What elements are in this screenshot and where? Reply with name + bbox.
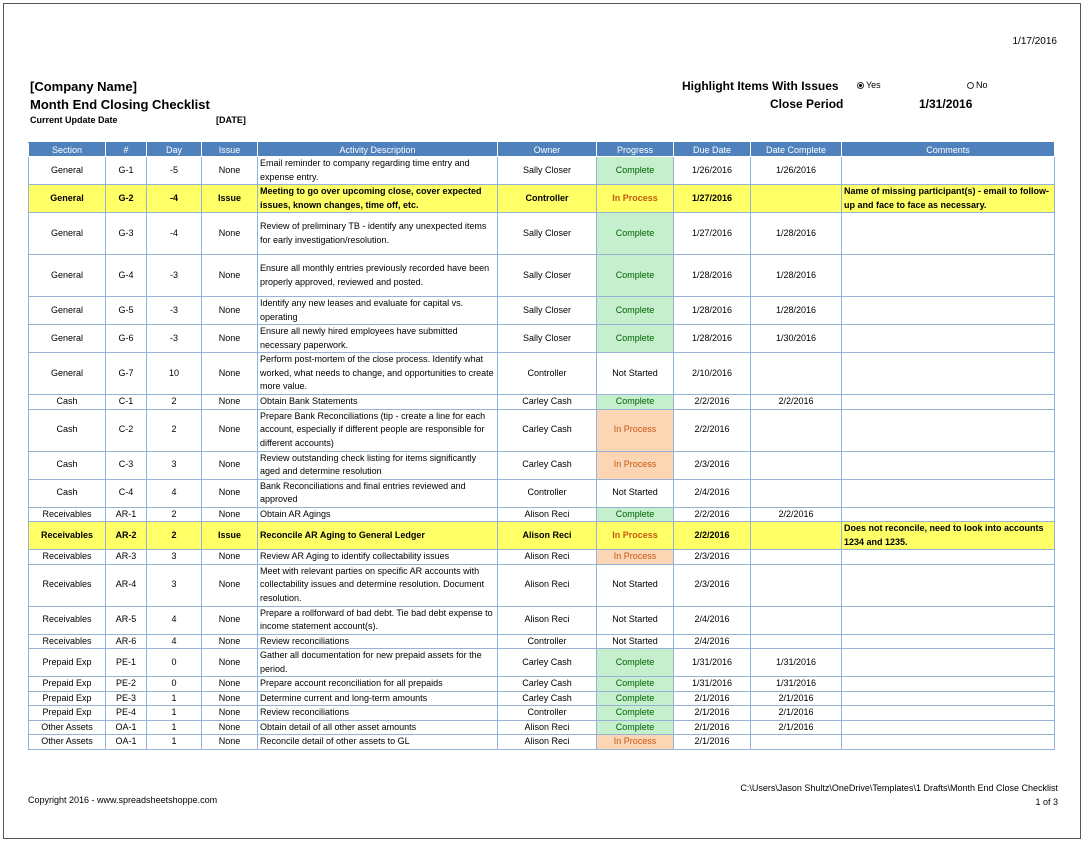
cell-desc[interactable]: Review reconciliations: [258, 706, 498, 721]
table-row[interactable]: [29, 297, 1055, 325]
column-header[interactable]: Owner: [498, 143, 597, 157]
cell-num[interactable]: AR-6: [106, 634, 147, 649]
cell-comments[interactable]: [842, 157, 1055, 185]
cell-owner[interactable]: Controller: [498, 706, 597, 721]
cell-day[interactable]: 3: [147, 550, 202, 565]
cell-section[interactable]: Cash: [29, 451, 106, 479]
column-header[interactable]: Activity Description: [258, 143, 498, 157]
cell-owner[interactable]: Controller: [498, 634, 597, 649]
cell-section[interactable]: Receivables: [29, 522, 106, 550]
cell-owner[interactable]: Sally Closer: [498, 213, 597, 255]
cell-desc[interactable]: Review outstanding check listing for items significantly aged and determine resolution: [258, 451, 498, 479]
cell-comments[interactable]: [842, 297, 1055, 325]
cell-comments[interactable]: [842, 649, 1055, 677]
table-row[interactable]: [29, 395, 1055, 410]
table-row[interactable]: [29, 564, 1055, 606]
cell-num[interactable]: AR-2: [106, 522, 147, 550]
column-header[interactable]: Progress: [597, 143, 674, 157]
cell-due[interactable]: 1/28/2016: [674, 255, 751, 297]
current-update-value[interactable]: [DATE]: [216, 115, 246, 125]
table-row[interactable]: [29, 479, 1055, 507]
cell-progress[interactable]: Not Started: [597, 606, 674, 634]
cell-desc[interactable]: Perform post-mortem of the close process. Identify what worked, what needs to change, and opportunities to create more value.: [258, 353, 498, 395]
cell-num[interactable]: PE-1: [106, 649, 147, 677]
cell-progress[interactable]: Complete: [597, 255, 674, 297]
table-row[interactable]: [29, 255, 1055, 297]
cell-desc[interactable]: Obtain Bank Statements: [258, 395, 498, 410]
cell-owner[interactable]: Sally Closer: [498, 297, 597, 325]
table-row[interactable]: [29, 451, 1055, 479]
cell-comments[interactable]: [842, 409, 1055, 451]
cell-done[interactable]: 1/31/2016: [751, 649, 842, 677]
table-row[interactable]: [29, 735, 1055, 750]
cell-section[interactable]: Receivables: [29, 507, 106, 522]
cell-progress[interactable]: Complete: [597, 213, 674, 255]
radio-unselected-icon: [967, 82, 974, 89]
cell-day[interactable]: 2: [147, 522, 202, 550]
cell-owner[interactable]: Alison Reci: [498, 564, 597, 606]
cell-section[interactable]: Cash: [29, 409, 106, 451]
cell-owner[interactable]: Carley Cash: [498, 691, 597, 706]
cell-done[interactable]: 1/30/2016: [751, 325, 842, 353]
cell-desc[interactable]: Prepare a rollforward of bad debt. Tie bad debt expense to income statement account(s).: [258, 606, 498, 634]
cell-done[interactable]: [751, 550, 842, 565]
cell-due[interactable]: 2/1/2016: [674, 735, 751, 750]
cell-comments[interactable]: [842, 564, 1055, 606]
cell-day[interactable]: -4: [147, 213, 202, 255]
column-header[interactable]: #: [106, 143, 147, 157]
cell-section[interactable]: General: [29, 325, 106, 353]
cell-due[interactable]: 1/27/2016: [674, 213, 751, 255]
cell-day[interactable]: 4: [147, 634, 202, 649]
table-row[interactable]: [29, 522, 1055, 550]
table-row[interactable]: [29, 677, 1055, 692]
cell-issue[interactable]: None: [202, 606, 258, 634]
cell-progress[interactable]: In Process: [597, 185, 674, 213]
cell-done[interactable]: [751, 564, 842, 606]
column-header[interactable]: Due Date: [674, 143, 751, 157]
cell-due[interactable]: 2/10/2016: [674, 353, 751, 395]
cell-done[interactable]: [751, 522, 842, 550]
page-number: 1 of 3: [1035, 797, 1058, 807]
copyright-footer: Copyright 2016 - www.spreadsheetshoppe.com: [28, 795, 218, 805]
cell-progress[interactable]: In Process: [597, 451, 674, 479]
cell-done[interactable]: 1/28/2016: [751, 213, 842, 255]
table-row[interactable]: [29, 691, 1055, 706]
cell-progress[interactable]: Not Started: [597, 479, 674, 507]
cell-issue[interactable]: None: [202, 720, 258, 735]
column-header[interactable]: Date Complete: [751, 143, 842, 157]
cell-num[interactable]: AR-3: [106, 550, 147, 565]
cell-issue[interactable]: None: [202, 507, 258, 522]
current-update-label: Current Update Date: [30, 115, 118, 125]
cell-owner[interactable]: Alison Reci: [498, 522, 597, 550]
cell-num[interactable]: AR-1: [106, 507, 147, 522]
cell-progress[interactable]: Complete: [597, 157, 674, 185]
cell-issue[interactable]: None: [202, 255, 258, 297]
checklist-table: [28, 142, 1055, 750]
cell-progress[interactable]: Complete: [597, 706, 674, 721]
document-title: Month End Closing Checklist: [30, 97, 210, 112]
cell-num[interactable]: C-4: [106, 479, 147, 507]
cell-desc[interactable]: Review reconciliations: [258, 634, 498, 649]
cell-section[interactable]: Cash: [29, 395, 106, 410]
cell-done[interactable]: [751, 735, 842, 750]
cell-done[interactable]: 1/31/2016: [751, 677, 842, 692]
cell-desc[interactable]: Determine current and long-term amounts: [258, 691, 498, 706]
table-header-row: [29, 143, 1055, 157]
cell-day[interactable]: 1: [147, 720, 202, 735]
cell-issue[interactable]: None: [202, 479, 258, 507]
cell-desc[interactable]: Identify any new leases and evaluate for capital vs. operating: [258, 297, 498, 325]
cell-issue[interactable]: None: [202, 213, 258, 255]
cell-done[interactable]: [751, 634, 842, 649]
cell-issue[interactable]: None: [202, 649, 258, 677]
cell-desc[interactable]: Gather all documentation for new prepaid assets for the period.: [258, 649, 498, 677]
cell-section[interactable]: Other Assets: [29, 735, 106, 750]
cell-num[interactable]: OA-1: [106, 720, 147, 735]
cell-section[interactable]: General: [29, 213, 106, 255]
cell-issue[interactable]: None: [202, 550, 258, 565]
cell-day[interactable]: 0: [147, 677, 202, 692]
cell-issue[interactable]: Issue: [202, 522, 258, 550]
cell-progress[interactable]: In Process: [597, 735, 674, 750]
table-row[interactable]: [29, 550, 1055, 565]
cell-section[interactable]: General: [29, 255, 106, 297]
cell-due[interactable]: 2/2/2016: [674, 507, 751, 522]
cell-day[interactable]: 1: [147, 706, 202, 721]
cell-done[interactable]: [751, 409, 842, 451]
cell-issue[interactable]: None: [202, 353, 258, 395]
cell-num[interactable]: G-2: [106, 185, 147, 213]
cell-owner[interactable]: Alison Reci: [498, 735, 597, 750]
cell-num[interactable]: G-4: [106, 255, 147, 297]
cell-issue[interactable]: None: [202, 634, 258, 649]
cell-due[interactable]: 2/3/2016: [674, 550, 751, 565]
cell-num[interactable]: G-3: [106, 213, 147, 255]
highlight-no-label: No: [976, 80, 988, 90]
table-row[interactable]: [29, 213, 1055, 255]
highlight-yes-label: Yes: [866, 80, 881, 90]
cell-owner[interactable]: Alison Reci: [498, 720, 597, 735]
cell-num[interactable]: PE-3: [106, 691, 147, 706]
highlight-yes-radio[interactable]: [857, 80, 881, 90]
cell-section[interactable]: Prepaid Exp: [29, 649, 106, 677]
column-header[interactable]: Day: [147, 143, 202, 157]
cell-comments[interactable]: [842, 550, 1055, 565]
cell-num[interactable]: OA-1: [106, 735, 147, 750]
cell-progress[interactable]: Complete: [597, 395, 674, 410]
cell-comments[interactable]: [842, 735, 1055, 750]
cell-desc[interactable]: Prepare Bank Reconciliations (tip - create a line for each account, especially if different people are responsible for different accounts): [258, 409, 498, 451]
cell-done[interactable]: [751, 479, 842, 507]
cell-desc[interactable]: Reconcile detail of other assets to GL: [258, 735, 498, 750]
cell-issue[interactable]: None: [202, 735, 258, 750]
cell-issue[interactable]: None: [202, 409, 258, 451]
cell-day[interactable]: 1: [147, 691, 202, 706]
cell-issue[interactable]: None: [202, 157, 258, 185]
cell-progress[interactable]: In Process: [597, 409, 674, 451]
table-row[interactable]: [29, 353, 1055, 395]
cell-due[interactable]: 2/4/2016: [674, 606, 751, 634]
cell-comments[interactable]: [842, 255, 1055, 297]
cell-progress[interactable]: Complete: [597, 649, 674, 677]
cell-due[interactable]: 1/31/2016: [674, 649, 751, 677]
cell-num[interactable]: C-3: [106, 451, 147, 479]
cell-comments[interactable]: Name of missing participant(s) - email to follow-up and face to face as necessary.: [842, 185, 1055, 213]
cell-day[interactable]: -4: [147, 185, 202, 213]
cell-day[interactable]: 2: [147, 395, 202, 410]
cell-progress[interactable]: In Process: [597, 550, 674, 565]
cell-section[interactable]: General: [29, 185, 106, 213]
cell-comments[interactable]: Does not reconcile, need to look into accounts 1234 and 1235.: [842, 522, 1055, 550]
cell-desc[interactable]: Ensure all newly hired employees have submitted necessary paperwork.: [258, 325, 498, 353]
cell-due[interactable]: 2/4/2016: [674, 479, 751, 507]
cell-issue[interactable]: None: [202, 691, 258, 706]
cell-day[interactable]: -3: [147, 325, 202, 353]
cell-done[interactable]: 1/28/2016: [751, 297, 842, 325]
cell-issue[interactable]: Issue: [202, 185, 258, 213]
close-period-label: Close Period: [770, 97, 844, 111]
cell-comments[interactable]: [842, 706, 1055, 721]
table-row[interactable]: [29, 606, 1055, 634]
cell-day[interactable]: -3: [147, 297, 202, 325]
cell-owner[interactable]: Controller: [498, 185, 597, 213]
table-row[interactable]: [29, 720, 1055, 735]
cell-due[interactable]: 1/28/2016: [674, 297, 751, 325]
table-row[interactable]: [29, 706, 1055, 721]
cell-progress[interactable]: Complete: [597, 297, 674, 325]
cell-issue[interactable]: None: [202, 451, 258, 479]
cell-day[interactable]: -5: [147, 157, 202, 185]
cell-due[interactable]: 2/2/2016: [674, 522, 751, 550]
cell-owner[interactable]: Carley Cash: [498, 649, 597, 677]
cell-owner[interactable]: Carley Cash: [498, 451, 597, 479]
cell-owner[interactable]: Carley Cash: [498, 677, 597, 692]
cell-comments[interactable]: [842, 479, 1055, 507]
cell-due[interactable]: 2/3/2016: [674, 451, 751, 479]
cell-day[interactable]: 4: [147, 606, 202, 634]
highlight-issues-label: Highlight Items With Issues: [682, 79, 839, 93]
cell-owner[interactable]: Carley Cash: [498, 409, 597, 451]
cell-progress[interactable]: Not Started: [597, 564, 674, 606]
cell-desc[interactable]: Meet with relevant parties on specific AR accounts with collectability issues and determine resolution. Document resolution.: [258, 564, 498, 606]
cell-section[interactable]: Receivables: [29, 606, 106, 634]
cell-comments[interactable]: [842, 395, 1055, 410]
cell-due[interactable]: 2/1/2016: [674, 706, 751, 721]
cell-comments[interactable]: [842, 677, 1055, 692]
cell-day[interactable]: 10: [147, 353, 202, 395]
cell-issue[interactable]: None: [202, 395, 258, 410]
cell-done[interactable]: 2/1/2016: [751, 720, 842, 735]
cell-section[interactable]: Receivables: [29, 550, 106, 565]
cell-section[interactable]: General: [29, 353, 106, 395]
cell-comments[interactable]: [842, 325, 1055, 353]
cell-comments[interactable]: [842, 507, 1055, 522]
cell-section[interactable]: Prepaid Exp: [29, 691, 106, 706]
cell-done[interactable]: [751, 353, 842, 395]
cell-desc[interactable]: Review of preliminary TB - identify any unexpected items for early investigation/resolution.: [258, 213, 498, 255]
cell-num[interactable]: C-1: [106, 395, 147, 410]
cell-owner[interactable]: Sally Closer: [498, 157, 597, 185]
cell-day[interactable]: 4: [147, 479, 202, 507]
cell-num[interactable]: AR-4: [106, 564, 147, 606]
cell-num[interactable]: G-7: [106, 353, 147, 395]
cell-day[interactable]: -3: [147, 255, 202, 297]
cell-done[interactable]: 1/28/2016: [751, 255, 842, 297]
cell-num[interactable]: AR-5: [106, 606, 147, 634]
cell-progress[interactable]: Complete: [597, 720, 674, 735]
cell-progress[interactable]: Complete: [597, 325, 674, 353]
cell-due[interactable]: 1/27/2016: [674, 185, 751, 213]
table-row[interactable]: [29, 634, 1055, 649]
cell-done[interactable]: 2/2/2016: [751, 395, 842, 410]
cell-progress[interactable]: Complete: [597, 507, 674, 522]
cell-comments[interactable]: [842, 353, 1055, 395]
cell-owner[interactable]: Sally Closer: [498, 325, 597, 353]
cell-day[interactable]: 3: [147, 451, 202, 479]
cell-due[interactable]: 2/2/2016: [674, 409, 751, 451]
cell-comments[interactable]: [842, 720, 1055, 735]
cell-progress[interactable]: Not Started: [597, 634, 674, 649]
cell-due[interactable]: 2/2/2016: [674, 395, 751, 410]
cell-owner[interactable]: Controller: [498, 353, 597, 395]
cell-section[interactable]: Prepaid Exp: [29, 706, 106, 721]
cell-comments[interactable]: [842, 213, 1055, 255]
cell-day[interactable]: 3: [147, 564, 202, 606]
cell-section[interactable]: General: [29, 297, 106, 325]
cell-num[interactable]: PE-4: [106, 706, 147, 721]
highlight-no-radio[interactable]: [967, 80, 988, 90]
cell-desc[interactable]: Ensure all monthly entries previously recorded have been properly approved, reviewed and posted.: [258, 255, 498, 297]
cell-comments[interactable]: [842, 606, 1055, 634]
cell-owner[interactable]: Sally Closer: [498, 255, 597, 297]
cell-desc[interactable]: Reconcile AR Aging to General Ledger: [258, 522, 498, 550]
column-header[interactable]: Comments: [842, 143, 1055, 157]
cell-due[interactable]: 1/26/2016: [674, 157, 751, 185]
cell-comments[interactable]: [842, 691, 1055, 706]
cell-desc[interactable]: Meeting to go over upcoming close, cover expected issues, known changes, time off, etc.: [258, 185, 498, 213]
cell-day[interactable]: 1: [147, 735, 202, 750]
cell-issue[interactable]: None: [202, 564, 258, 606]
cell-comments[interactable]: [842, 634, 1055, 649]
cell-section[interactable]: Receivables: [29, 564, 106, 606]
cell-progress[interactable]: In Process: [597, 522, 674, 550]
cell-day[interactable]: 2: [147, 409, 202, 451]
cell-issue[interactable]: None: [202, 677, 258, 692]
table-row[interactable]: [29, 649, 1055, 677]
cell-num[interactable]: G-1: [106, 157, 147, 185]
cell-section[interactable]: Receivables: [29, 634, 106, 649]
cell-progress[interactable]: Complete: [597, 691, 674, 706]
cell-desc[interactable]: Review AR Aging to identify collectability issues: [258, 550, 498, 565]
cell-day[interactable]: 2: [147, 507, 202, 522]
table-row[interactable]: [29, 157, 1055, 185]
cell-owner[interactable]: Carley Cash: [498, 395, 597, 410]
cell-done[interactable]: 1/26/2016: [751, 157, 842, 185]
cell-done[interactable]: [751, 185, 842, 213]
cell-issue[interactable]: None: [202, 297, 258, 325]
cell-desc[interactable]: Email reminder to company regarding time entry and expense entry.: [258, 157, 498, 185]
column-header[interactable]: Issue: [202, 143, 258, 157]
cell-done[interactable]: [751, 451, 842, 479]
close-period-value[interactable]: 1/31/2016: [919, 97, 973, 111]
cell-done[interactable]: 2/1/2016: [751, 706, 842, 721]
cell-section[interactable]: Other Assets: [29, 720, 106, 735]
cell-due[interactable]: 2/1/2016: [674, 720, 751, 735]
radio-selected-icon: [857, 82, 864, 89]
cell-done[interactable]: [751, 606, 842, 634]
print-date: 1/17/2016: [1012, 36, 1057, 47]
cell-comments[interactable]: [842, 451, 1055, 479]
company-name: [Company Name]: [30, 79, 137, 94]
cell-progress[interactable]: Complete: [597, 677, 674, 692]
cell-desc[interactable]: Bank Reconciliations and final entries reviewed and approved: [258, 479, 498, 507]
table-row[interactable]: [29, 325, 1055, 353]
table-row[interactable]: [29, 507, 1055, 522]
cell-issue[interactable]: None: [202, 325, 258, 353]
cell-desc[interactable]: Obtain detail of all other asset amounts: [258, 720, 498, 735]
table-row[interactable]: [29, 185, 1055, 213]
cell-section[interactable]: Cash: [29, 479, 106, 507]
cell-owner[interactable]: Alison Reci: [498, 507, 597, 522]
table-row[interactable]: [29, 409, 1055, 451]
cell-desc[interactable]: Prepare account reconciliation for all prepaids: [258, 677, 498, 692]
cell-due[interactable]: 1/28/2016: [674, 325, 751, 353]
cell-owner[interactable]: Alison Reci: [498, 550, 597, 565]
cell-issue[interactable]: None: [202, 706, 258, 721]
cell-section[interactable]: General: [29, 157, 106, 185]
cell-done[interactable]: 2/1/2016: [751, 691, 842, 706]
cell-num[interactable]: PE-2: [106, 677, 147, 692]
file-path-footer: C:\Users\Jason Shultz\OneDrive\Templates\1 Drafts\Month End Close Checklist: [740, 783, 1058, 793]
cell-progress[interactable]: Not Started: [597, 353, 674, 395]
cell-num[interactable]: G-5: [106, 297, 147, 325]
cell-num[interactable]: G-6: [106, 325, 147, 353]
cell-desc[interactable]: Obtain AR Agings: [258, 507, 498, 522]
cell-section[interactable]: Prepaid Exp: [29, 677, 106, 692]
cell-due[interactable]: 1/31/2016: [674, 677, 751, 692]
cell-num[interactable]: C-2: [106, 409, 147, 451]
cell-due[interactable]: 2/1/2016: [674, 691, 751, 706]
cell-due[interactable]: 2/3/2016: [674, 564, 751, 606]
cell-owner[interactable]: Controller: [498, 479, 597, 507]
cell-due[interactable]: 2/4/2016: [674, 634, 751, 649]
cell-day[interactable]: 0: [147, 649, 202, 677]
cell-owner[interactable]: Alison Reci: [498, 606, 597, 634]
column-header[interactable]: Section: [29, 143, 106, 157]
cell-done[interactable]: 2/2/2016: [751, 507, 842, 522]
